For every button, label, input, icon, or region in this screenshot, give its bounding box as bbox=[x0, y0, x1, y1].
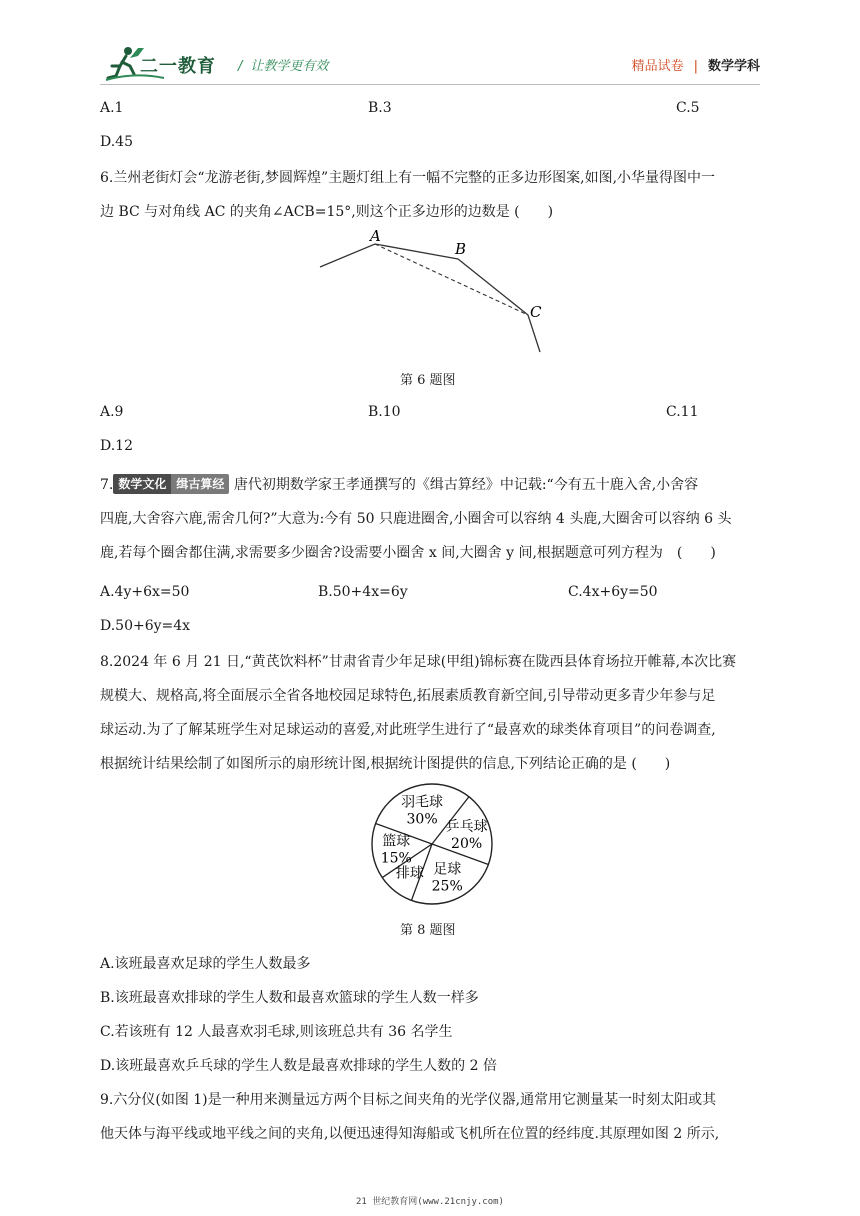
q6-option-a: A.9 bbox=[100, 404, 124, 420]
q7-number: 7. bbox=[100, 477, 114, 493]
subject: 数学学科 bbox=[707, 59, 760, 74]
label-a: A bbox=[370, 227, 381, 245]
pie-slice-0-value: 30% bbox=[406, 811, 438, 828]
q9-stem-line1: 9.六分仪(如图 1)是一种用来测量远方两个目标之间夹角的光学仪器,通常用它测量某一时刻太阳或其 bbox=[100, 1092, 717, 1108]
page-header bbox=[0, 0, 860, 92]
q7-option-b: B.50+4x=6y bbox=[318, 584, 408, 600]
q9-stem bbox=[100, 1083, 762, 1151]
label-b: B bbox=[455, 240, 467, 258]
slogan-text: 让教学更有效 bbox=[250, 59, 329, 74]
pie-slice-3-label: 排球 bbox=[395, 865, 424, 882]
q8-option-a: A.该班最喜欢足球的学生人数最多 bbox=[100, 956, 311, 972]
q6-option-b: B.10 bbox=[368, 404, 401, 420]
q6-option-d: D.12 bbox=[100, 438, 133, 454]
q6-polygon-figure bbox=[300, 222, 560, 362]
q8-stem-line3: 球运动.为了了解某班学生对足球运动的喜爱,对此班学生进行了“最喜欢的球类体育项目”的问卷调查, bbox=[100, 722, 716, 738]
q8-stem bbox=[100, 645, 762, 781]
paper-type: 精品试卷 bbox=[631, 59, 684, 74]
q8-option-c: C.若该班有 12 人最喜欢羽毛球,则该班总共有 36 名学生 bbox=[100, 1024, 453, 1040]
q7-option-c: C.4x+6y=50 bbox=[568, 584, 658, 600]
q6-stem-line2: 边 BC 与对角线 AC 的夹角∠ACB=15°,则这个正多边形的边数是 ( ) bbox=[100, 204, 554, 220]
label-c: C bbox=[530, 303, 542, 321]
header-separator: | bbox=[693, 59, 698, 74]
q8-stem-line2: 规模大、规格高,将全面展示全省各地校园足球特色,拓展素质教育新空间,引导带动更多青少年参与足 bbox=[100, 688, 716, 704]
q7-option-d: D.50+6y=4x bbox=[100, 618, 191, 634]
q5-option-b: B.3 bbox=[368, 100, 392, 116]
q7-option-a: A.4y+6x=50 bbox=[100, 584, 190, 600]
q5-option-a: A.1 bbox=[100, 100, 124, 116]
q8-option-b: B.该班最喜欢排球的学生人数和最喜欢篮球的学生人数一样多 bbox=[100, 990, 479, 1006]
q7-stem-line3: 鹿,若每个圈舍都住满,求需要多少圈舍?设需要小圈舍 x 间,大圈舍 y 间,根据题意可列方程为 ( ) bbox=[100, 545, 716, 561]
pie-slice-0-label: 羽毛球 bbox=[401, 794, 444, 811]
q8-pie-chart bbox=[360, 778, 510, 912]
diagonal-ac bbox=[375, 244, 528, 315]
q8-caption: 第 8 题图 bbox=[400, 923, 456, 938]
q6-caption: 第 6 题图 bbox=[400, 373, 456, 388]
q6-stem-line1: 6.兰州老街灯会“龙游老街,梦圆辉煌”主题灯组上有一幅不完整的正多边形图案,如图,小华量得图中一 bbox=[100, 170, 716, 186]
pie-slice-4-value: 15% bbox=[380, 850, 412, 867]
page-footer: 21 世纪教育网(www.21cnjy.com) bbox=[356, 1197, 504, 1207]
q7-stem bbox=[100, 468, 762, 570]
q8-option-d: D.该班最喜欢乒乓球的学生人数是最喜欢排球的学生人数的 2 倍 bbox=[100, 1058, 497, 1074]
q6-stem bbox=[100, 161, 762, 229]
q8-stem-line1: 8.2024 年 6 月 21 日,“黄芪饮料杯”甘肃省青少年足球(甲组)锦标赛在陇西县体育场拉开帷幕,本次比赛 bbox=[100, 654, 737, 670]
pie-slice-2-value: 25% bbox=[431, 878, 463, 895]
q5-option-c: C.5 bbox=[676, 100, 700, 116]
header-divider bbox=[100, 84, 760, 85]
pie-slice-4-label: 篮球 bbox=[382, 833, 411, 850]
polygon-edges bbox=[320, 244, 540, 352]
tag-book-name: 缉古算经 bbox=[171, 474, 229, 494]
q9-stem-line2: 他天体与海平线或地平线之间的夹角,以便迅速得知海船或飞机所在位置的经纬度.其原理如图 2 所示, bbox=[100, 1126, 720, 1142]
slogan: / 让教学更有效 bbox=[238, 59, 329, 74]
q7-stem-line2: 四鹿,大舍容六鹿,需舍几何?”大意为:今有 50 只鹿进圈舍,小圈舍可以容纳 4 头鹿,大圈舍可以容纳 6 头 bbox=[100, 511, 732, 527]
q7-stem-part1: 唐代初期数学家王孝通撰写的《缉古算经》中记载:“今有五十鹿入舍,小舍容 bbox=[233, 477, 699, 493]
q6-option-c: C.11 bbox=[666, 404, 699, 420]
q7-stem-line1 bbox=[100, 468, 762, 502]
q5-option-d: D.45 bbox=[100, 134, 133, 150]
header-right bbox=[632, 55, 760, 74]
tag-math-culture: 数学文化 bbox=[113, 474, 171, 494]
q8-stem-line4: 根据统计结果绘制了如图所示的扇形统计图,根据统计图提供的信息,下列结论正确的是 ( ) bbox=[100, 756, 671, 772]
pie-slice-2-label: 足球 bbox=[433, 861, 462, 878]
pie-slice-1-label: 乒乓球 bbox=[445, 819, 488, 836]
logo-text: 二一教育 bbox=[140, 56, 216, 77]
pie-slice-1-value: 20% bbox=[451, 836, 483, 853]
